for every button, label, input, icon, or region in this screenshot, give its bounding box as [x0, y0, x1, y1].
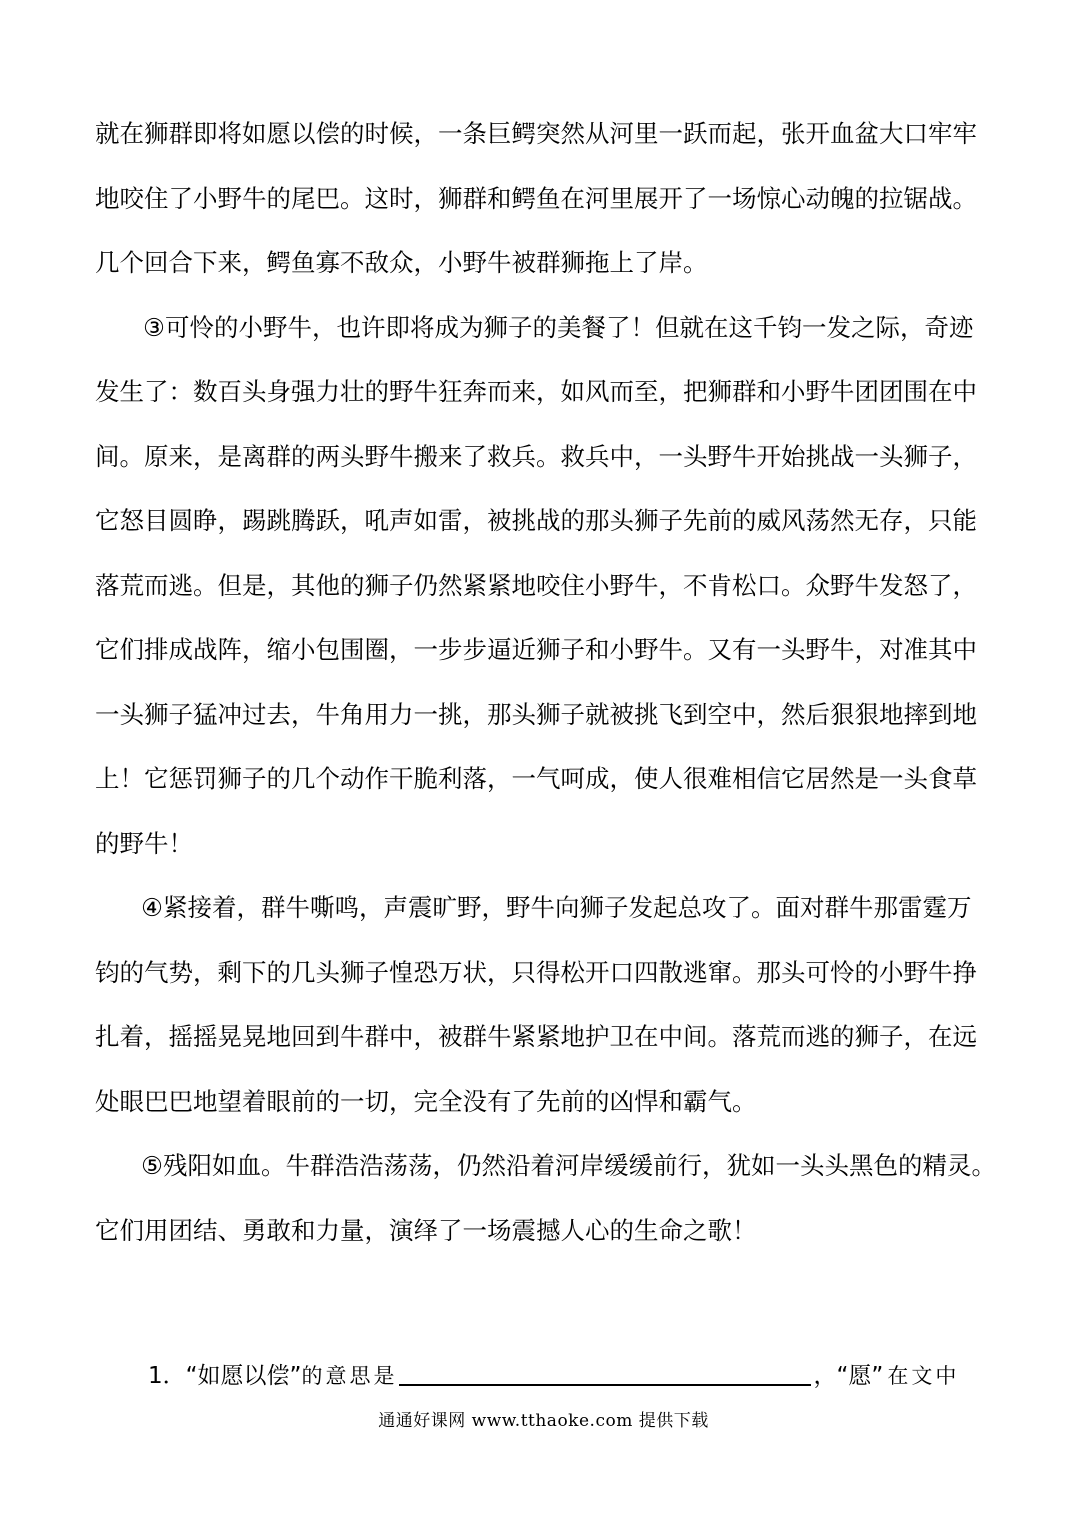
passage-line: 扎着，摇摇晃晃地回到牛群中，被群牛紧紧地护卫在中间。落荒而逃的狮子，在远 [95, 1022, 977, 1051]
passage-line: ⑤残阳如血。牛群浩浩荡荡，仍然沿着河岸缓缓前行，犹如一头头黑色的精灵。 [141, 1151, 996, 1180]
passage-line: 它们排成战阵，缩小包围圈，一步步逼近狮子和小野牛。又有一头野牛，对准其中 [95, 635, 977, 664]
question-quoted-phrase: “如愿以偿” [185, 1363, 302, 1389]
passage-line: 处眼巴巴地望着眼前的一切，完全没有了先前的凶悍和霸气。 [95, 1086, 757, 1116]
question-1 [148, 1340, 998, 1390]
passage-line: 钧的气势，剩下的几头狮子惶恐万状，只得松开口四散逃窜。那头可怜的小野牛挣 [95, 957, 977, 987]
passage-line: ④紧接着，群牛嘶鸣，声震旷野，野牛向狮子发起总攻了。面对群牛那雷霆万 [141, 893, 972, 922]
question-prompt: 的意思是 [301, 1364, 398, 1388]
passage-line: 的野牛！ [95, 828, 193, 858]
passage-line: 就在狮群即将如愿以偿的时候，一条巨鳄突然从河里一跃而起，张开血盆大口牢牢 [95, 119, 977, 148]
footer-credit: 通通好课网 www.tthaoke.com 提供下载 [378, 1411, 709, 1431]
passage-line: 地咬住了小野牛的尾巴。这时，狮群和鳄鱼在河里展开了一场惊心动魄的拉锯战。 [95, 183, 977, 213]
answer-blank[interactable] [399, 1354, 811, 1386]
passage-line: ③可怜的小野牛，也许即将成为狮子的美餐了！但就在这千钧一发之际，奇迹 [143, 312, 974, 342]
passage-line: 间。原来，是离群的两头野牛搬来了救兵。救兵中，一头野牛开始挑战一头狮子， [95, 441, 977, 471]
question-after-blank: ，“愿” [813, 1363, 884, 1389]
question-number: 1． [148, 1363, 186, 1389]
passage-line: 它们用团结、勇敢和力量，演绎了一场震撼人心的生命之歌！ [95, 1215, 757, 1245]
passage-line: 落荒而逃。但是，其他的狮子仍然紧紧地咬住小野牛，不肯松口。众野牛发怒了， [95, 570, 977, 600]
passage-line: 上！它惩罚狮子的几个动作干脆利落，一气呵成，使人很难相信它居然是一头食草 [95, 764, 977, 793]
passage-line: 它怒目圆睁，踢跳腾跃，吼声如雷，被挑战的那头狮子先前的威风荡然无存，只能 [95, 506, 977, 535]
passage-line: 一头狮子猛冲过去，牛角用力一挑，那头狮子就被挑飞到空中，然后狠狠地摔到地 [95, 699, 977, 729]
question-tail: 在文中 [887, 1364, 960, 1388]
passage [95, 110, 1000, 1271]
passage-line: 发生了：数百头身强力壮的野牛狂奔而来，如风而至，把狮群和小野牛团团围在中 [95, 377, 977, 406]
passage-line: 几个回合下来，鳄鱼寡不敌众，小野牛被群狮拖上了岸。 [95, 248, 708, 277]
